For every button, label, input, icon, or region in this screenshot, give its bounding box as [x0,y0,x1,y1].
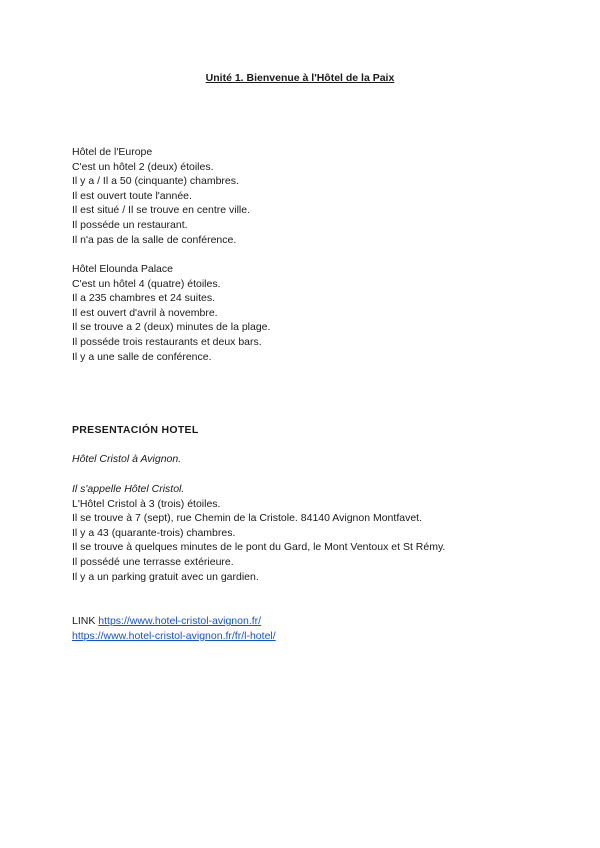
hotel-europe-line: Il est ouvert toute l'année. [72,189,192,202]
presentation-line: Il se trouve à quelques minutes de le pont du Gard, le Mont Ventoux et St Rémy. [72,541,446,554]
hotel-europe-name: Hôtel de l'Europe [72,146,153,158]
presentation-name-line: Il s'appelle Hôtel Cristol. [72,483,185,495]
hotel-elounda-line: Il est ouvert d'avril à novembre. [72,306,218,319]
hotel-about-link[interactable]: https://www.hotel-cristol-avignon.fr/fr/l-hotel/ [72,629,276,642]
hotel-website-link[interactable]: https://www.hotel-cristol-avignon.fr/ [98,615,262,627]
links-line [72,614,552,629]
presentation-line: Il y a 43 (quarante-trois) chambres. [72,526,236,539]
hotel-elounda-line: Il a 235 chambres et 24 suites. [72,292,215,305]
presentation-line: L'Hôtel Cristol à 3 (trois) étoiles. [72,497,221,510]
hotel-elounda-name: Hôtel Elounda Palace [72,263,173,275]
presentation-section [72,482,552,584]
hotel-elounda-line: Il se trouve a 2 (deux) minutes de la plage. [72,321,271,334]
document-title: Unité 1. Bienvenue à l'Hôtel de la Paix [205,72,395,84]
presentation-line: Il se trouve à 7 (sept), rue Chemin de la Cristole. 84140 Avignon Montfavet. [72,512,422,525]
hotel-elounda-line: C'est un hôtel 4 (quatre) étoiles. [72,277,221,290]
links-section [72,614,552,643]
presentation-subtitle-block [72,452,552,467]
presentation-line: Il y a un parking gratuit avec un gardien. [72,570,259,583]
hotel-europe-line: C'est un hôtel 2 (deux) étoiles. [72,160,214,173]
hotel-europe-line: Il est situé / Il se trouve en centre ville. [72,204,250,217]
links-line-2 [72,629,552,644]
hotel-europe-line: Il y a / Il a 50 (cinquante) chambres. [72,175,239,188]
hotel-europe-line: Il posséde un restaurant. [72,218,188,231]
hotel-elounda-line: Il y a une salle de conférence. [72,350,212,363]
hotel-elounda-line: Il posséde trois restaurants et deux bars. [72,335,262,348]
link-prefix: LINK [72,615,99,627]
presentation-heading: PRESENTACIÓN HOTEL [72,424,199,436]
presentation-subtitle: Hôtel Cristol à Avignon. [72,453,182,465]
hotel-europe-line: Il n'a pas de la salle de conférence. [72,233,237,246]
hotel-elounda-section [72,262,552,364]
hotel-europe-section [72,145,552,247]
presentation-line: Il possédé une terrasse extérieure. [72,555,234,568]
